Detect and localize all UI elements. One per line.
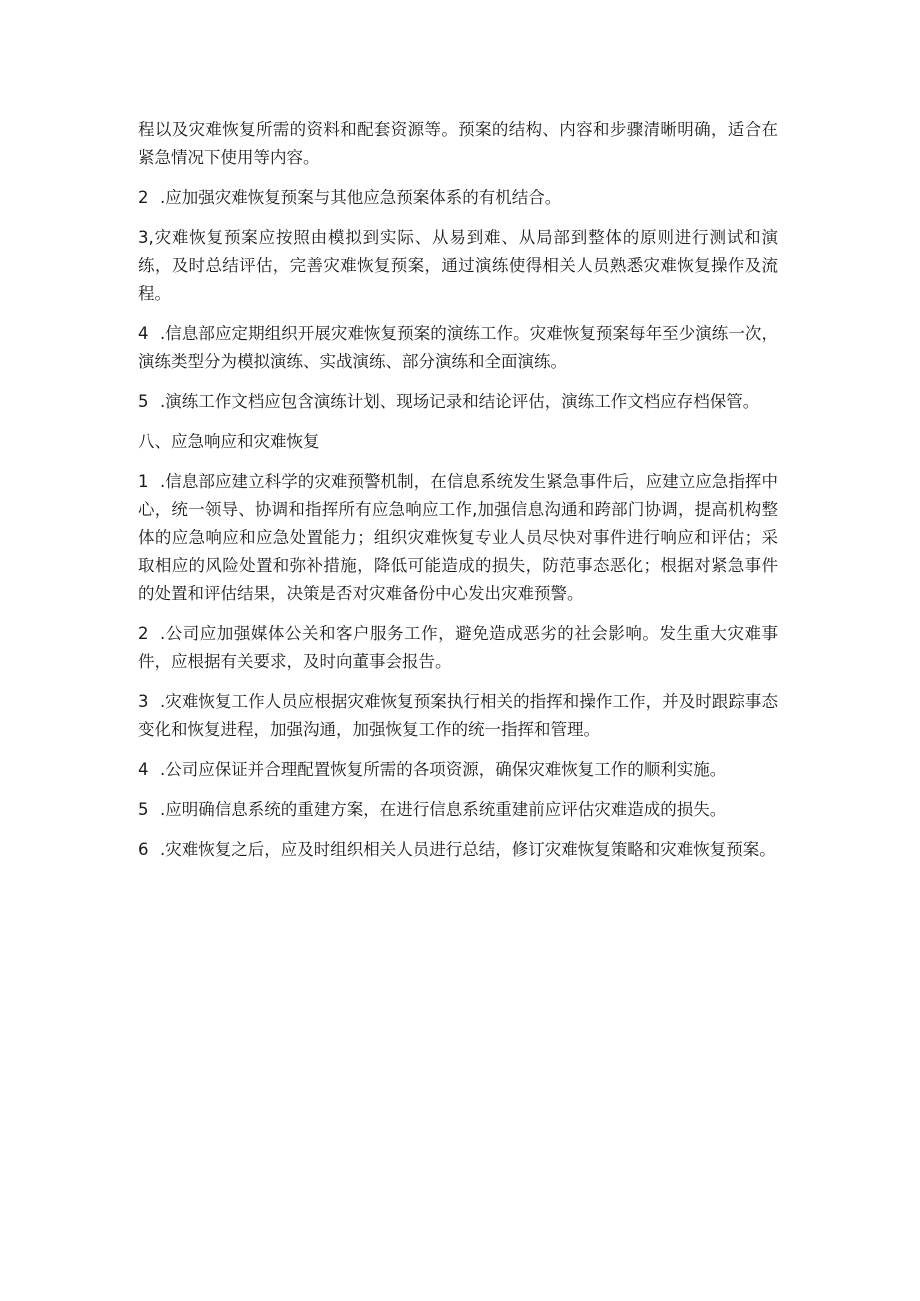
item-text: .应明确信息系统的重建方案，在进行信息系统重建前应评估灾难造成的损失。 bbox=[160, 800, 727, 819]
document-page bbox=[138, 116, 778, 876]
list-item bbox=[138, 224, 778, 308]
section-heading: 八、应急响应和灾难恢复 bbox=[138, 432, 320, 451]
item-text: 灾难恢复预案应按照由模拟到实际、从易到难、从局部到整体的原则进行测试和演练，及时总结评估，完善灾难恢复预案，通过演练使得相关人员熟悉灾难恢复操作及流程。 bbox=[138, 228, 778, 303]
item-text: .公司应保证并合理配置恢复所需的各项资源，确保灾难恢复工作的顺利实施。 bbox=[160, 760, 727, 779]
item-text: .应加强灾难恢复预案与其他应急预案体系的有机结合。 bbox=[160, 188, 562, 207]
list-item bbox=[138, 468, 778, 608]
item-number: 3, bbox=[138, 228, 154, 247]
item-number: 1 bbox=[138, 472, 149, 491]
list-item bbox=[138, 388, 778, 416]
item-text: .演练工作文档应包含演练计划、现场记录和结论评估，演练工作文档应存档保管。 bbox=[160, 392, 760, 411]
item-number: 5 bbox=[138, 392, 149, 411]
item-text: .信息部应建立科学的灾难预警机制，在信息系统发生紧急事件后，应建立应急指挥中心，统一领导、协调和指挥所有应急响应工作,加强信息沟通和跨部门协调，提高机构整体的应急响应和应急处置能力；组织灾难恢复专业人员尽快对事件进行响应和评估；采取相应的风险处置和弥补措施，降低可能造成的损失，防范事态恶化；根据对紧急事件的处置和评估结果，决策是否对灾难备份中心发出灾难预警。 bbox=[138, 472, 778, 603]
item-number: 3 bbox=[138, 692, 149, 711]
item-number: 4 bbox=[138, 760, 149, 779]
list-item bbox=[138, 320, 778, 376]
item-text: .公司应加强媒体公关和客户服务工作，避免造成恶劣的社会影响。发生重大灾难事件，应根据有关要求，及时向董事会报告。 bbox=[138, 624, 778, 671]
item-text: .灾难恢复之后，应及时组织相关人员进行总结，修订灾难恢复策略和灾难恢复预案。 bbox=[160, 840, 776, 859]
list-item bbox=[138, 620, 778, 676]
item-number: 2 bbox=[138, 188, 149, 207]
item-text: .灾难恢复工作人员应根据灾难恢复预案执行相关的指挥和操作工作，并及时跟踪事态变化和恢复进程，加强沟通，加强恢复工作的统一指挥和管理。 bbox=[138, 692, 778, 739]
continuation-paragraph: 程以及灾难恢复所需的资料和配套资源等。预案的结构、内容和步骤清晰明确，适合在紧急情况下使用等内容。 bbox=[138, 120, 778, 167]
list-item bbox=[138, 184, 778, 212]
item-number: 2 bbox=[138, 624, 149, 643]
list-item bbox=[138, 756, 778, 784]
item-number: 4 bbox=[138, 324, 149, 343]
list-item bbox=[138, 796, 778, 824]
item-number: 5 bbox=[138, 800, 149, 819]
item-number: 6 bbox=[138, 840, 149, 859]
list-item bbox=[138, 688, 778, 744]
list-item bbox=[138, 836, 778, 864]
item-text: .信息部应定期组织开展灾难恢复预案的演练工作。灾难恢复预案每年至少演练一次，演练类型分为模拟演练、实战演练、部分演练和全面演练。 bbox=[138, 324, 778, 371]
